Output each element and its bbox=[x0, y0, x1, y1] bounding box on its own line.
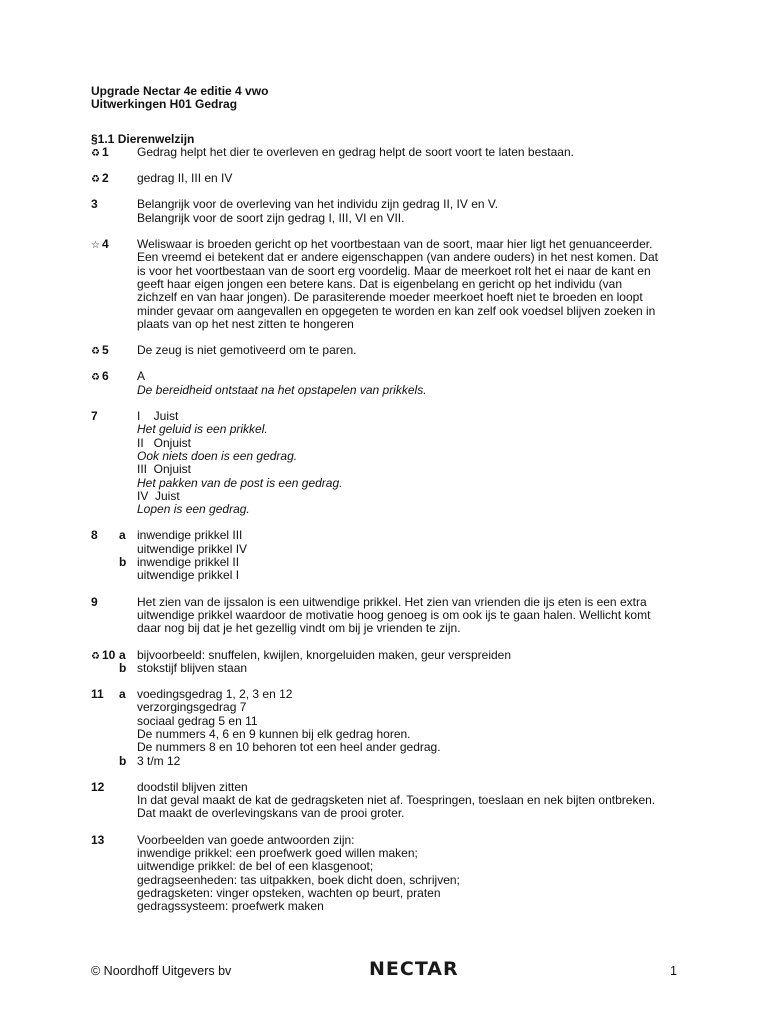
question-number: 6 bbox=[102, 369, 109, 384]
statement-note: Het pakken van de post is een gedrag. bbox=[137, 475, 343, 490]
answer-line: inwendige prikkel: een proefwerk goed willen maken; bbox=[137, 846, 418, 861]
recycle-icon: ♻ bbox=[91, 346, 100, 358]
answer-line: voedingsgedrag 1, 2, 3 en 12 bbox=[137, 687, 293, 702]
answer-line: inwendige prikkel II bbox=[137, 555, 240, 570]
answer-line: doodstil blijven zitten bbox=[137, 779, 248, 794]
question-number: 7 bbox=[91, 409, 98, 424]
answer-line: uitwendige prikkel waardoor de motivatie hoog genoeg is om ook ijs te gaan halen. Wellicht komt bbox=[137, 607, 651, 622]
document-page bbox=[91, 85, 681, 914]
statement-note: Het geluid is een prikkel. bbox=[137, 422, 268, 437]
answer-line: uitwendige prikkel: de bel of een klasgenoot; bbox=[137, 859, 374, 874]
question-number: 11 bbox=[91, 687, 104, 702]
document-title: Upgrade Nectar 4e editie 4 vwo bbox=[91, 84, 269, 98]
section-heading: §1.1 Dierenwelzijn bbox=[91, 131, 195, 146]
answer-line: Belangrijk voor de overleving van het individu zijn gedrag II, IV en V. bbox=[137, 197, 499, 212]
answer-line: sociaal gedrag 5 en 11 bbox=[137, 713, 258, 728]
answer-line: uitwendige prikkel I bbox=[137, 568, 240, 583]
answer-line: verzorgingsgedrag 7 bbox=[137, 700, 247, 715]
answer-line: Gedrag helpt het dier te overleven en gedrag helpt de soort voort te laten bestaan. bbox=[137, 144, 574, 159]
sub-letter: a bbox=[119, 528, 126, 543]
sub-letter: b bbox=[119, 753, 127, 768]
question-8 bbox=[91, 529, 681, 582]
sub-letter: a bbox=[119, 687, 126, 702]
question-2 bbox=[91, 172, 681, 185]
question-11 bbox=[91, 688, 681, 768]
answer-line: gedragssysteem: proefwerk maken bbox=[137, 899, 324, 914]
question-number: 9 bbox=[91, 594, 98, 609]
answer-line: Belangrijk voor de soort zijn gedrag I, III, VI en VII. bbox=[137, 210, 405, 225]
answer-line: Een vreemd ei betekent dat er andere eigenschappen (van andere ouders) in het nest komen. Dat bbox=[137, 250, 658, 265]
answer-explanation: De bereidheid ontstaat na het opstapelen van prikkels. bbox=[137, 382, 427, 397]
question-4 bbox=[91, 238, 681, 331]
answer-line: Het zien van de ijssalon is een uitwendige prikkel. Het zien van vrienden die ijs eten is een extra bbox=[137, 594, 647, 609]
statement-label: III Onjuist bbox=[137, 462, 192, 477]
copyright-text: © Noordhoff Uitgevers bv bbox=[91, 964, 232, 978]
statement-note: Lopen is een gedrag. bbox=[137, 502, 250, 517]
answer-line: is voor het voortbestaan van de soort erg voordelig. Maar de meerkoet rolt het ei naar de kant en bbox=[137, 263, 651, 278]
document-subtitle: Uitwerkingen H01 Gedrag bbox=[91, 97, 238, 112]
sub-letter: b bbox=[119, 555, 127, 570]
answer-line: gedragsketen: vinger opsteken, wachten op beurt, praten bbox=[137, 885, 441, 900]
answer-line: Weliswaar is broeden gericht op het voortbestaan van de soort, maar hier ligt het genuanceerder. bbox=[137, 237, 653, 252]
recycle-icon: ♻ bbox=[91, 372, 100, 384]
sub-letter: b bbox=[119, 660, 127, 675]
question-number: 13 bbox=[91, 832, 105, 847]
nectar-logo: NECTAR bbox=[369, 958, 459, 980]
statement-label: IV Juist bbox=[137, 488, 180, 503]
answer-line: De nummers 8 en 10 behoren tot een heel ander gedrag. bbox=[137, 740, 441, 755]
answer-line: stokstijf blijven staan bbox=[137, 660, 248, 675]
answer-line: gedragseenheden: tas uitpakken, boek dicht doen, schrijven; bbox=[137, 872, 460, 887]
answer-line: zichzelf en van haar jongen). De parasiterende moeder meerkoet hoeft niet te broeden en loopt bbox=[137, 290, 643, 305]
page-footer bbox=[91, 958, 681, 985]
question-number: 5 bbox=[102, 343, 109, 358]
recycle-icon: ♻ bbox=[91, 147, 100, 159]
question-10 bbox=[91, 649, 681, 676]
answer-choice: A bbox=[137, 369, 146, 384]
answer-line: gedrag II, III en IV bbox=[137, 171, 233, 186]
question-number: 1 bbox=[102, 144, 109, 159]
answer-line: bijvoorbeeld: snuffelen, kwijlen, knorgeluiden maken, geur verspreiden bbox=[137, 647, 512, 662]
answer-line: De nummers 4, 6 en 9 kunnen bij elk gedrag horen. bbox=[137, 726, 411, 741]
page-number: 1 bbox=[670, 964, 677, 978]
answer-line: plaats van op het nest zitten te hongeren bbox=[137, 316, 354, 331]
recycle-icon: ♻ bbox=[91, 650, 100, 662]
question-7 bbox=[91, 410, 681, 516]
question-9 bbox=[91, 596, 681, 636]
question-1 bbox=[91, 146, 681, 159]
answer-line: In dat geval maakt de kat de gedragsketen niet af. Toespringen, toeslaan en nek bijten ontbreken. bbox=[137, 793, 656, 808]
question-number: 3 bbox=[91, 197, 98, 212]
statement-note: Ook niets doen is een gedrag. bbox=[137, 448, 298, 463]
statement-label: I Juist bbox=[137, 409, 179, 424]
question-3 bbox=[91, 198, 681, 225]
answer-line: 3 t/m 12 bbox=[137, 753, 181, 768]
question-12 bbox=[91, 781, 681, 821]
answer-line: daar nog bij dat je het gezellig vindt om bij je vrienden te zijn. bbox=[137, 621, 461, 636]
answer-line: De zeug is niet gemotiveerd om te paren. bbox=[137, 343, 357, 358]
recycle-icon: ♻ bbox=[91, 174, 100, 186]
question-6 bbox=[91, 370, 681, 397]
answer-line: Dat maakt de overlevingskans van de prooi groter. bbox=[137, 806, 405, 821]
answer-line: inwendige prikkel III bbox=[137, 528, 243, 543]
question-number: 8 bbox=[91, 528, 98, 543]
question-number: 4 bbox=[102, 237, 109, 252]
answer-line: uitwendige prikkel IV bbox=[137, 541, 248, 556]
question-13 bbox=[91, 834, 681, 914]
question-number: 2 bbox=[102, 171, 109, 186]
question-number: 10 bbox=[102, 647, 116, 662]
question-5 bbox=[91, 344, 681, 357]
answer-line: Voorbeelden van goede antwoorden zijn: bbox=[137, 832, 355, 847]
star-icon: ☆ bbox=[91, 240, 100, 252]
sub-letter: a bbox=[119, 647, 126, 662]
statement-label: II Onjuist bbox=[137, 435, 192, 450]
answer-line: geeft haar eigen jongen een betere kans. Dat is eigenbelang en gericht op het individu (van bbox=[137, 276, 623, 291]
question-number: 12 bbox=[91, 779, 105, 794]
answer-line: minder gevaar om aangevallen en opgegeten te worden en kan zelf ook voedsel blijven zoeken in bbox=[137, 303, 656, 318]
